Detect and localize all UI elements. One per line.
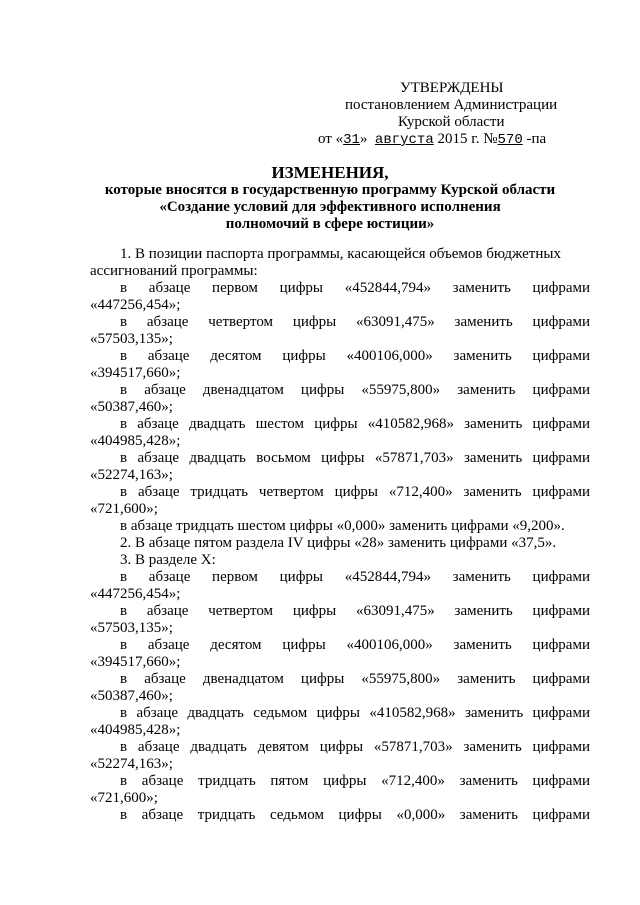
date-prefix: от « bbox=[318, 131, 344, 147]
item-line: в абзаце двенадцатом цифры «55975,800» заменить цифрами bbox=[120, 671, 590, 687]
item-line: «52274,163»; bbox=[90, 756, 173, 772]
approval-line-1: постановлением Администрации bbox=[345, 97, 558, 113]
document-heading bbox=[60, 163, 600, 233]
item-line: «50387,460»; bbox=[90, 688, 173, 704]
item-line: в абзаце тридцать шестом цифры «0,000» заменить цифрами «9,200». bbox=[120, 518, 565, 534]
decree-number: 570 bbox=[497, 132, 523, 148]
item-line: «57503,135»; bbox=[90, 331, 173, 347]
item-line: «394517,660»; bbox=[90, 365, 181, 381]
date-day: 31 bbox=[343, 132, 360, 148]
item-line: в абзаце десятом цифры «400106,000» заменить цифрами bbox=[120, 348, 590, 364]
item-line: в абзаце четвертом цифры «63091,475» заменить цифрами bbox=[120, 314, 590, 330]
item-line: в абзаце первом цифры «452844,794» заменить цифрами bbox=[120, 569, 590, 585]
item-line: в абзаце десятом цифры «400106,000» заменить цифрами bbox=[120, 637, 590, 653]
item-line: в абзаце двадцать седьмом цифры «410582,968» заменить цифрами bbox=[120, 705, 590, 721]
paragraph-2: 2. В абзаце пятом раздела IV цифры «28» заменить цифрами «37,5». bbox=[120, 535, 557, 551]
item-line: в абзаце тридцать пятом цифры «712,400» заменить цифрами bbox=[120, 773, 590, 789]
decree-suffix: -па bbox=[526, 131, 547, 147]
item-line: в абзаце двенадцатом цифры «55975,800» заменить цифрами bbox=[120, 382, 590, 398]
heading-line-3: полномочий в сфере юстиции» bbox=[225, 216, 435, 232]
item-line: «721,600»; bbox=[90, 501, 158, 517]
document-body bbox=[90, 246, 590, 824]
approval-date-line bbox=[318, 131, 598, 149]
item-line: «394517,660»; bbox=[90, 654, 181, 670]
item-line: в абзаце двадцать девятом цифры «57871,703» заменить цифрами bbox=[120, 739, 590, 755]
item-line: «404985,428»; bbox=[90, 433, 181, 449]
approval-line-2: Курской области bbox=[398, 114, 505, 130]
item-line: «404985,428»; bbox=[90, 722, 181, 738]
date-month: августа bbox=[374, 132, 434, 148]
item-line: «721,600»; bbox=[90, 790, 158, 806]
paragraph-3: 3. В разделе X: bbox=[120, 552, 216, 568]
paragraph-1-line-1: 1. В позиции паспорта программы, касающейся объемов бюджетных bbox=[120, 246, 561, 262]
item-line: в абзаце двадцать восьмом цифры «57871,703» заменить цифрами bbox=[120, 450, 590, 466]
heading-title: ИЗМЕНЕНИЯ, bbox=[271, 163, 389, 182]
item-line: в абзаце четвертом цифры «63091,475» заменить цифрами bbox=[120, 603, 590, 619]
heading-line-1: которые вносятся в государственную программу Курской области bbox=[104, 182, 556, 198]
date-mid: » bbox=[359, 131, 368, 147]
heading-line-2: «Создание условий для эффективного исполнения bbox=[159, 199, 501, 215]
item-line: «447256,454»; bbox=[90, 586, 181, 602]
item-line: «50387,460»; bbox=[90, 399, 173, 415]
approval-block bbox=[318, 80, 598, 149]
item-line: в абзаце тридцать седьмом цифры «0,000» заменить цифрами bbox=[120, 807, 590, 823]
item-line: в абзаце тридцать четвертом цифры «712,400» заменить цифрами bbox=[120, 484, 590, 500]
paragraph-1-line-2: ассигнований программы: bbox=[90, 263, 258, 279]
approval-title: УТВЕРЖДЕНЫ bbox=[400, 80, 504, 96]
item-line: «52274,163»; bbox=[90, 467, 173, 483]
item-line: в абзаце первом цифры «452844,794» заменить цифрами bbox=[120, 280, 590, 296]
item-line: «57503,135»; bbox=[90, 620, 173, 636]
date-year: 2015 г. № bbox=[437, 131, 498, 147]
item-line: «447256,454»; bbox=[90, 297, 181, 313]
item-line: в абзаце двадцать шестом цифры «410582,968» заменить цифрами bbox=[120, 416, 590, 432]
